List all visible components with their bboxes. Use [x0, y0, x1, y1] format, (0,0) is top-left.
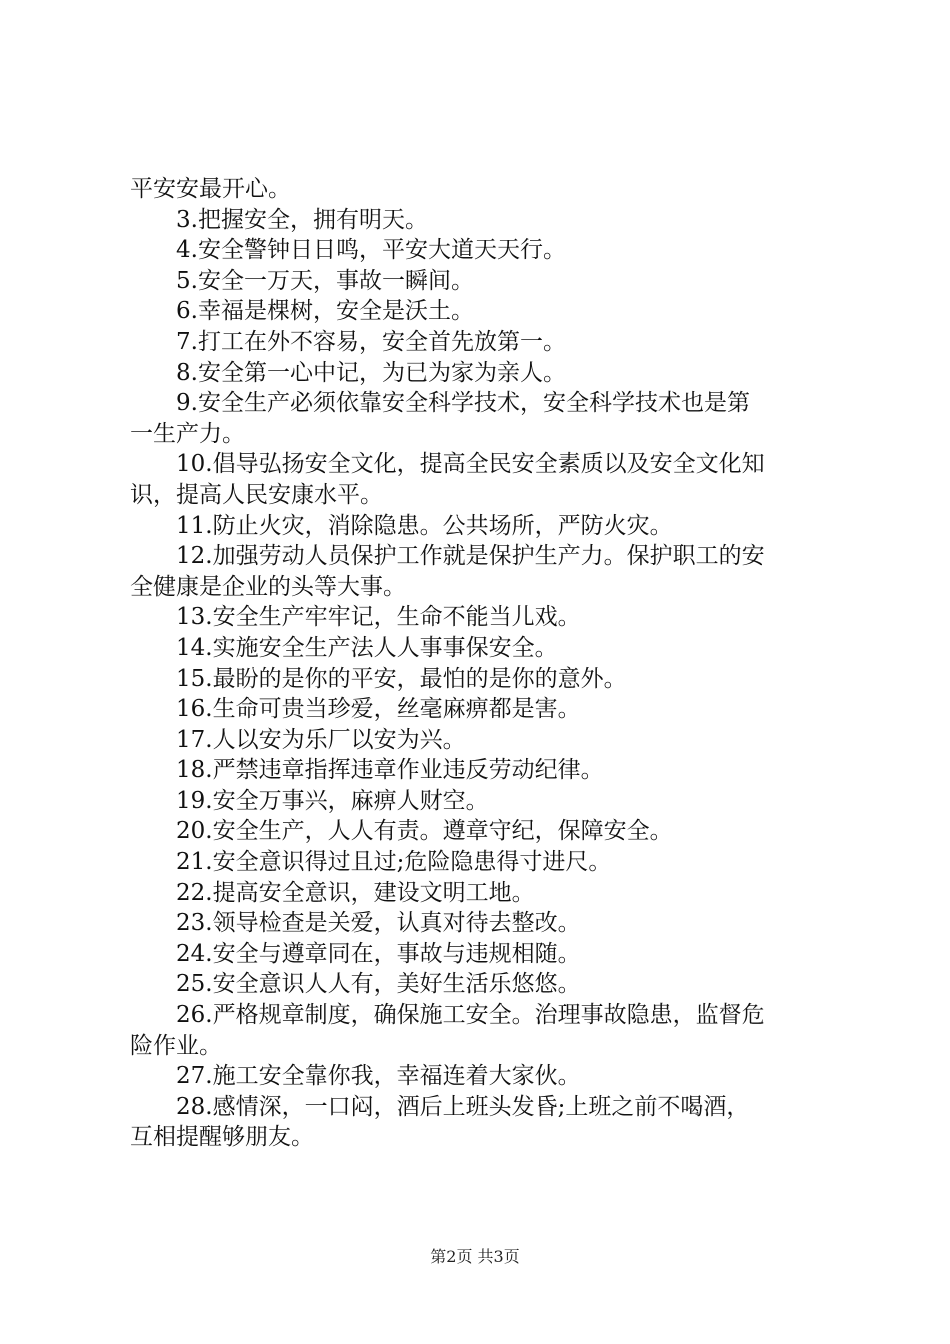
text-line: 9.安全生产必须依靠安全科学技术，安全科学技术也是第	[176, 390, 750, 417]
text-line: 17.人以安为乐厂以安为兴。	[176, 726, 466, 753]
document-body	[130, 174, 830, 1153]
text-line: 27.施工安全靠你我，幸福连着大家伙。	[176, 1063, 581, 1090]
text-line: 26.严格规章制度，确保施工安全。治理事故隐患，监督危	[176, 1002, 765, 1029]
text-line: 23.领导检查是关爱，认真对待去整改。	[176, 910, 581, 937]
text-line: 3.把握安全，拥有明天。	[176, 206, 428, 233]
text-line: 7.打工在外不容易，安全首先放第一。	[176, 328, 566, 355]
text-line: 19.安全万事兴，麻痹人财空。	[176, 787, 489, 814]
text-line: 10.倡导弘扬安全文化，提高全民安全素质以及安全文化知	[176, 451, 765, 478]
text-line: 平安安最开心。	[130, 176, 291, 202]
text-line: 25.安全意识人人有，美好生活乐悠悠。	[176, 971, 581, 998]
text-line: 险作业。	[130, 1032, 222, 1059]
text-line: 20.安全生产，人人有责。遵章守纪，保障安全。	[176, 818, 673, 845]
text-line: 16.生命可贵当珍爱，丝毫麻痹都是害。	[176, 696, 581, 723]
text-line: 一生产力。	[130, 420, 245, 447]
text-line: 5.安全一万天，事故一瞬间。	[176, 267, 474, 294]
text-line: 21.安全意识得过且过;危险隐患得寸进尺。	[176, 849, 612, 876]
text-line: 6.幸福是棵树，安全是沃土。	[176, 298, 474, 325]
text-line: 互相提醒够朋友。	[130, 1124, 314, 1151]
text-line: 11.防止火灾，消除隐患。公共场所，严防火灾。	[176, 512, 673, 539]
text-line: 4.安全警钟日日鸣，平安大道天天行。	[176, 237, 566, 264]
text-line: 22.提高安全意识，建设文明工地。	[176, 879, 535, 906]
text-line: 15.最盼的是你的平安，最怕的是你的意外。	[176, 665, 627, 692]
text-line: 28.感情深，一口闷，酒后上班头发昏;上班之前不喝酒，	[176, 1093, 750, 1120]
text-line: 12.加强劳动人员保护工作就是保护生产力。保护职工的安	[176, 543, 765, 570]
text-line: 识，提高人民安康水平。	[130, 481, 383, 508]
text-line: 18.严禁违章指挥违章作业违反劳动纪律。	[176, 757, 604, 784]
text-line: 13.安全生产牢牢记，生命不能当儿戏。	[176, 604, 581, 631]
text-line: 14.实施安全生产法人人事事保安全。	[176, 634, 558, 661]
page-footer: 第2页 共3页	[430, 1247, 520, 1266]
text-line: 全健康是企业的头等大事。	[130, 573, 406, 600]
text-line: 8.安全第一心中记，为已为家为亲人。	[176, 359, 566, 386]
text-line: 24.安全与遵章同在，事故与违规相随。	[176, 940, 581, 967]
